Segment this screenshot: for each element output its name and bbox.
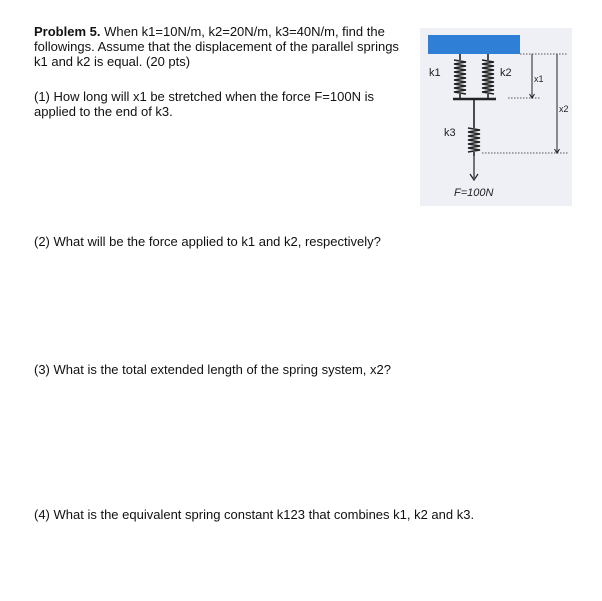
problem-text: When k1=10N/m, k2=20N/m, k3=40N/m, find the followings. Assume that the displacement of the parallel springs k1 and k2 is equal. (20 pts) <box>34 24 399 69</box>
problem-heading: Problem 5. <box>34 24 101 39</box>
spring-diagram <box>420 28 572 206</box>
spring-k3 <box>468 128 480 156</box>
force-arrow <box>470 156 478 180</box>
label-force: F=100N <box>454 187 494 199</box>
ceiling-support <box>428 35 520 54</box>
question-1: (1) How long will x1 be stretched when the force F=100N is applied to the end of k3. <box>34 89 374 119</box>
question-2: (2) What will be the force applied to k1 and k2, respectively? <box>34 234 381 249</box>
label-x2: x2 <box>559 104 569 114</box>
question-3: (3) What is the total extended length of the spring system, x2? <box>34 362 391 377</box>
label-k3: k3 <box>444 127 456 139</box>
label-k1: k1 <box>429 67 441 79</box>
question-4: (4) What is the equivalent spring constant k123 that combines k1, k2 and k3. <box>34 507 475 522</box>
reference-lines <box>482 54 568 153</box>
spring-system-figure <box>420 28 572 206</box>
problem-statement <box>34 24 404 69</box>
spring-k1 <box>454 54 466 99</box>
label-k2: k2 <box>500 67 512 79</box>
spring-k2 <box>482 54 494 99</box>
label-x1: x1 <box>534 74 544 84</box>
